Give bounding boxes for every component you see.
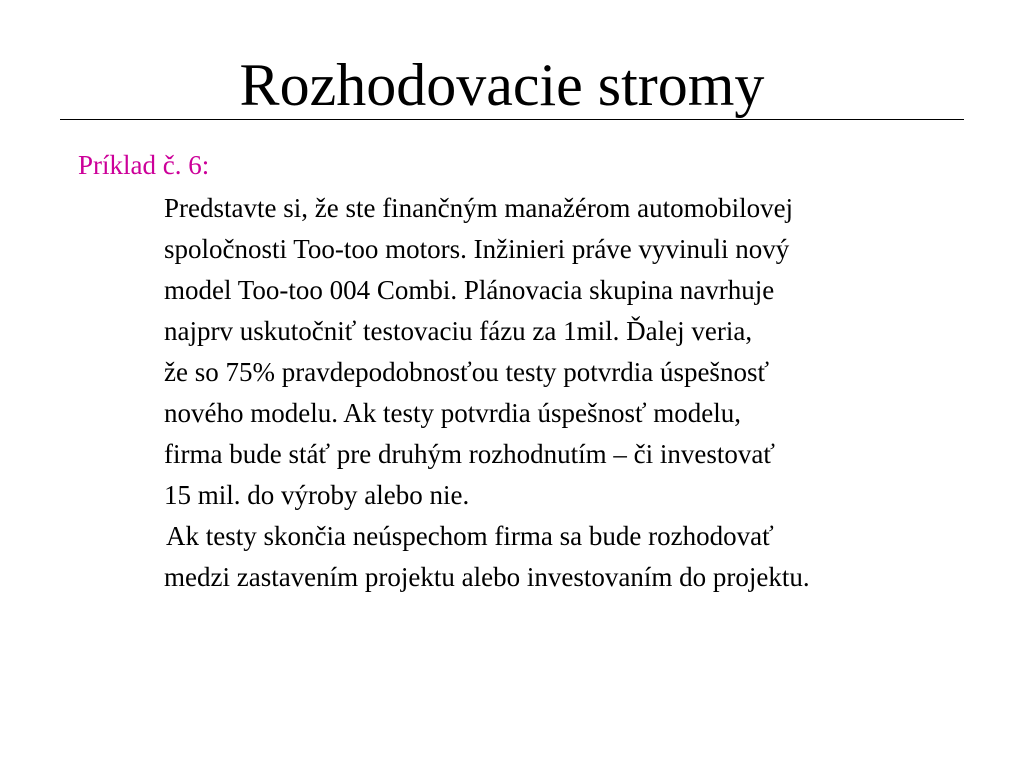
paragraph1-line: spoločnosti Too-too motors. Inžinieri práve vyvinuli nový (164, 234, 790, 264)
paragraph1-line: model Too-too 004 Combi. Plánovacia skupina navrhuje (164, 275, 775, 305)
paragraph1-line: najprv uskutočniť testovaciu fázu za 1mil. Ďalej veria, (164, 316, 753, 346)
paragraph1-line: firma bude stáť pre druhým rozhodnutím – či investovať (164, 439, 775, 469)
paragraph1-line: Predstavte si, že ste finančným manažérom automobilovej (164, 193, 794, 223)
paragraph2-line: medzi zastavením projektu alebo investovaním do projektu. (164, 562, 810, 592)
paragraph1-line: 15 mil. do výroby alebo nie. (164, 480, 470, 510)
title-divider (60, 119, 964, 120)
slide-title: Rozhodovacie stromy (239, 52, 765, 118)
paragraph1-line: že so 75% pravdepodobnosťou testy potvrdia úspešnosť (164, 357, 769, 387)
paragraph2-line: Ak testy skončia neúspechom firma sa bude rozhodovať (166, 521, 774, 551)
example-label: Príklad č. 6: (78, 150, 210, 180)
paragraph1-line: nového modelu. Ak testy potvrdia úspešnosť modelu, (164, 398, 741, 428)
slide-body (164, 188, 1014, 598)
